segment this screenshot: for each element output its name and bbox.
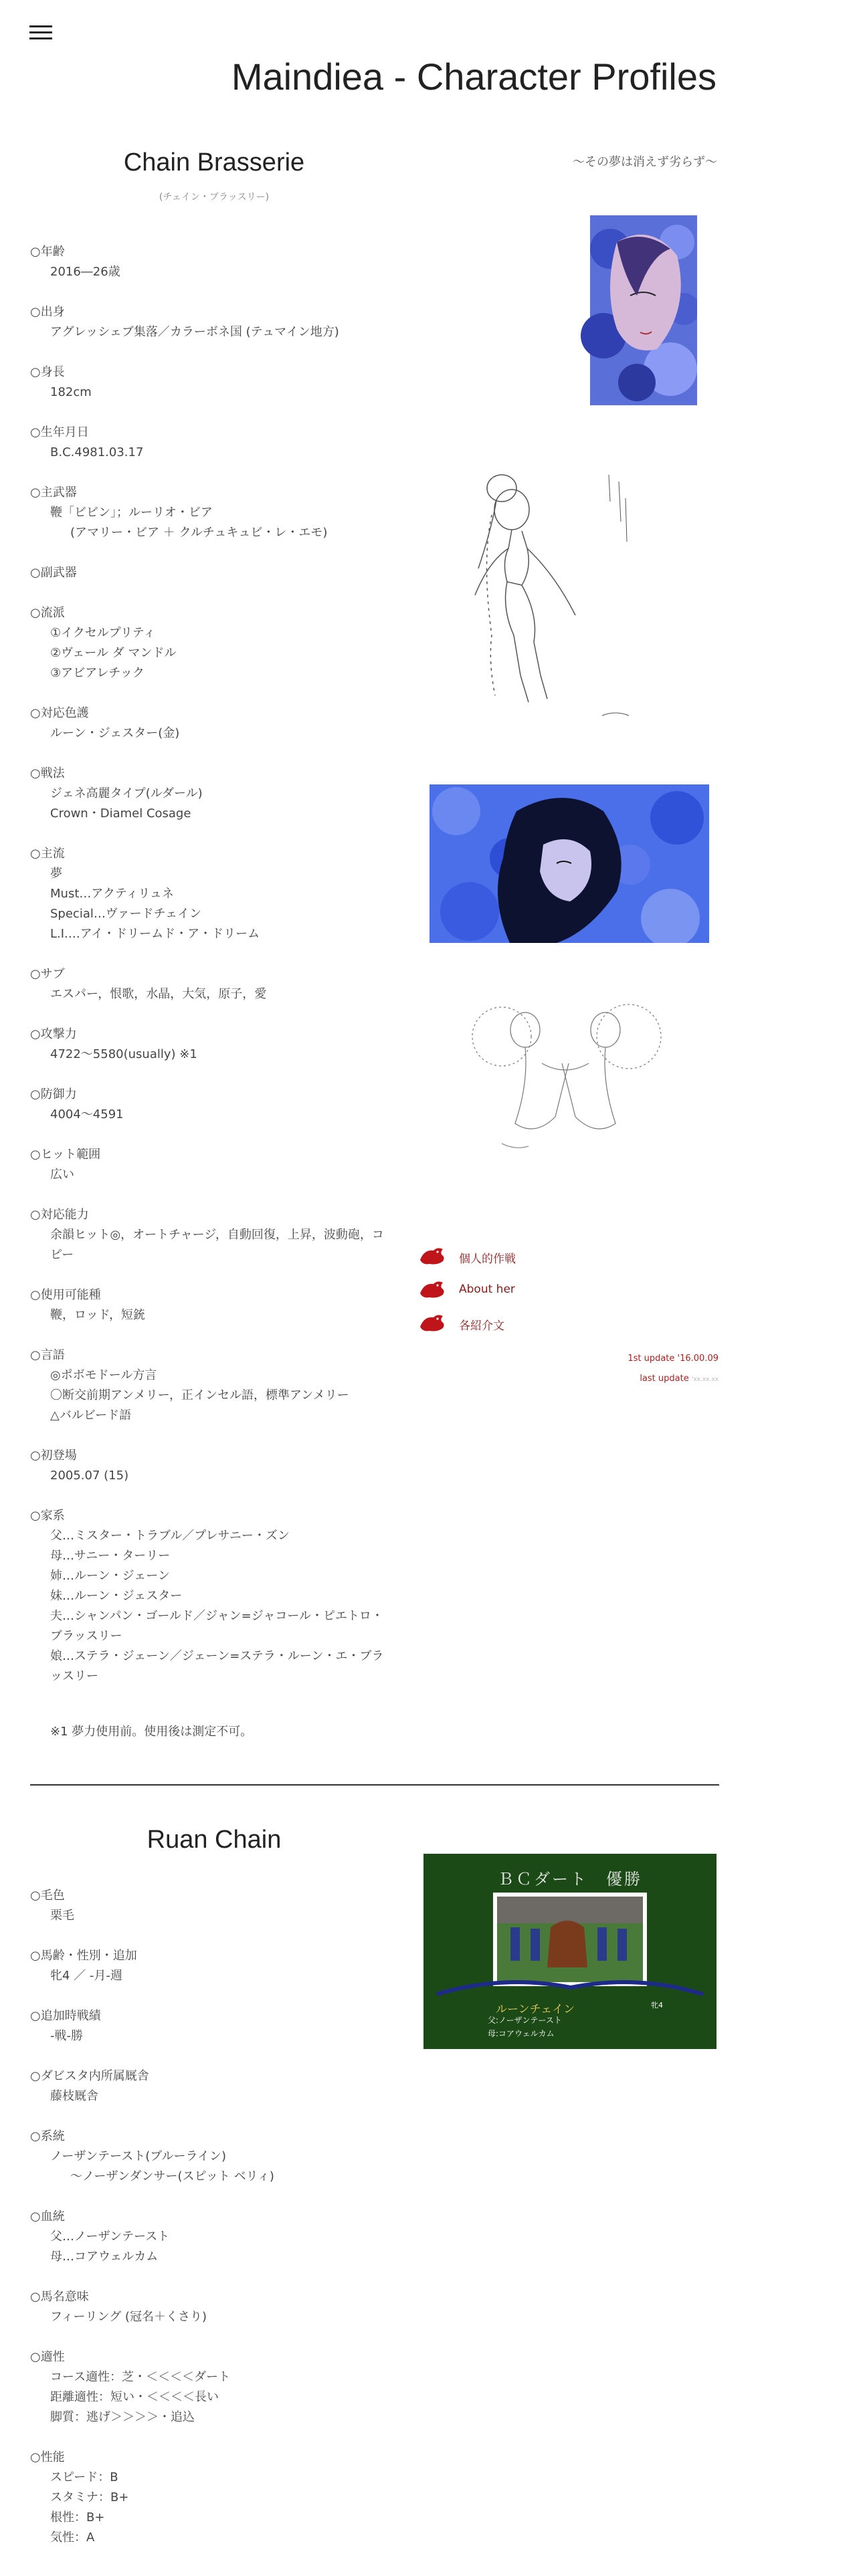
field-origin: ○出身 アグレッシェブ集落／カラーボネ国 (テュマイン地方) (30, 305, 339, 339)
field-height: ○身長 182cm (30, 365, 92, 399)
game-screen-title: ＢＣダート 優勝 (498, 1870, 642, 1889)
p2-field-pedigree: ○血統 父…ノーザンテースト 母…コアウェルカム (30, 2210, 170, 2264)
p2-field-age-sex: ○馬齢・性別・追加 牝4 ／ -月-週 (30, 1949, 137, 1983)
p2-field-lineage: ○系統 ノーザンテースト(ブルーライン) ～ノーザンダンサー(スピット ベリィ) (30, 2129, 274, 2183)
page-title: Maindiea - Character Profiles (231, 56, 717, 98)
profile-name: Chain Brasserie (123, 148, 305, 177)
section-divider (30, 1784, 719, 1786)
p2-field-stable: ○ダビスタ内所属厩舎 藤枝厩舎 (30, 2069, 149, 2103)
game-screen-horse-name: ルーンチェイン (496, 2003, 575, 2016)
hamburger-menu-icon[interactable] (29, 25, 52, 43)
field-family: ○家系 父…ミスター・トラブル／プレサニー・ズン 母…サニー・ターリー 姉…ルーン・ジェーン 妹…ルーン・ジェスター 夫…シャンパン・ゴールド／ジャン=ジャコール・ピエトロ・ブラッスリー 娘…ステラ・ジェーン／ジェーン=ステラ・ルーン・エ・ブラッスリー (30, 1509, 384, 1683)
red-bird-icon (417, 1279, 447, 1301)
game-screen-dam: 母:コアウェルカム (488, 2029, 555, 2038)
field-defense: ○防御力 4004～4591 (30, 1087, 124, 1121)
red-bird-icon (417, 1245, 447, 1268)
footnote: ※1 夢力使用前。使用後は測定不可。 (50, 1725, 253, 1739)
last-update: last update 'xx.xx.xx (640, 1374, 719, 1384)
field-main-weapon: ○主武器 鞭「ビビン」；ルーリオ・ビア (アマリー・ビア ＋ クルチュキュビ・レ・エモ) (30, 486, 328, 540)
game-screenshot (423, 1854, 717, 2049)
p2-field-record: ○追加時戦績 -戦-勝 (30, 2009, 101, 2043)
field-sub: ○サブ エスパー，恨歌，水晶，大気，原子，愛 (30, 967, 267, 1001)
red-bird-icon (417, 1312, 447, 1335)
field-guardian-color: ○対応色護 ルーン・ジェスター(金) (30, 706, 180, 740)
profile-reading: (チェイン・ブラッスリー) (159, 192, 270, 203)
motto: ～その夢は消えず劣らず～ (573, 155, 717, 169)
field-main-stream: ○主流 夢 Must…アクティリュネ Special…ヴァードチェイン L.I.…アイ・ドリームド・ア・ドリーム (30, 847, 260, 941)
field-sub-weapon: ○副武器 (30, 566, 77, 580)
character-portrait-blue (577, 215, 697, 405)
field-hit-range: ○ヒット範囲 広い (30, 1148, 101, 1182)
profile2-name: Ruan Chain (147, 1826, 282, 1854)
p2-field-stats: ○性能 スピード：B スタミナ：B+ 根性：B+ 気性：A (30, 2450, 129, 2545)
game-screen-sire: 父:ノーザンテースト (488, 2016, 562, 2025)
field-first-appearance: ○初登場 2005.07 (15) (30, 1448, 129, 1483)
p2-field-aptitude: ○適性 コース適性：芝・＜＜＜＜ダート 距離適性：短い・＜＜＜＜長い 脚質：逃げ＞＞＞＞・追込 (30, 2350, 231, 2424)
p2-field-name-meaning: ○馬名意味 フィーリング (冠名＋くさり) (30, 2290, 207, 2324)
character-sketch-standing (455, 461, 669, 736)
field-usable-types: ○使用可能種 鞭，ロッド，短銃 (30, 1288, 146, 1322)
game-screen-extra: 牝4 (651, 2001, 663, 2010)
field-school: ○流派 ①イクセルプリティ ②ヴェール ダ マンドル ③アビアレチック (30, 606, 177, 680)
field-attack: ○攻撃力 4722～5580(usually) ※1 (30, 1027, 197, 1061)
character-sketch-pair (462, 983, 676, 1170)
field-birthdate: ○生年月日 B.C.4981.03.17 (30, 425, 144, 459)
field-age: ○年齢 2016―26歳 (30, 245, 120, 279)
first-update: 1st update '16.00.09 (628, 1354, 719, 1364)
field-language: ○言語 ◎ポボモドール方言 〇断交前期アンメリー，正インセル語，標準アンメリー △バルビード語 (30, 1348, 349, 1422)
field-abilities: ○対応能力 余韻ヒット◎，オートチャージ，自動回復，上昇，波動砲，コピー (30, 1208, 384, 1262)
field-tactics: ○戦法 ジェネ高麗タイプ(ルダール) Crown・Diamel Cosage (30, 766, 203, 821)
p2-field-coat: ○毛色 栗毛 (30, 1889, 74, 1923)
character-portrait-dark-blue (430, 784, 709, 943)
